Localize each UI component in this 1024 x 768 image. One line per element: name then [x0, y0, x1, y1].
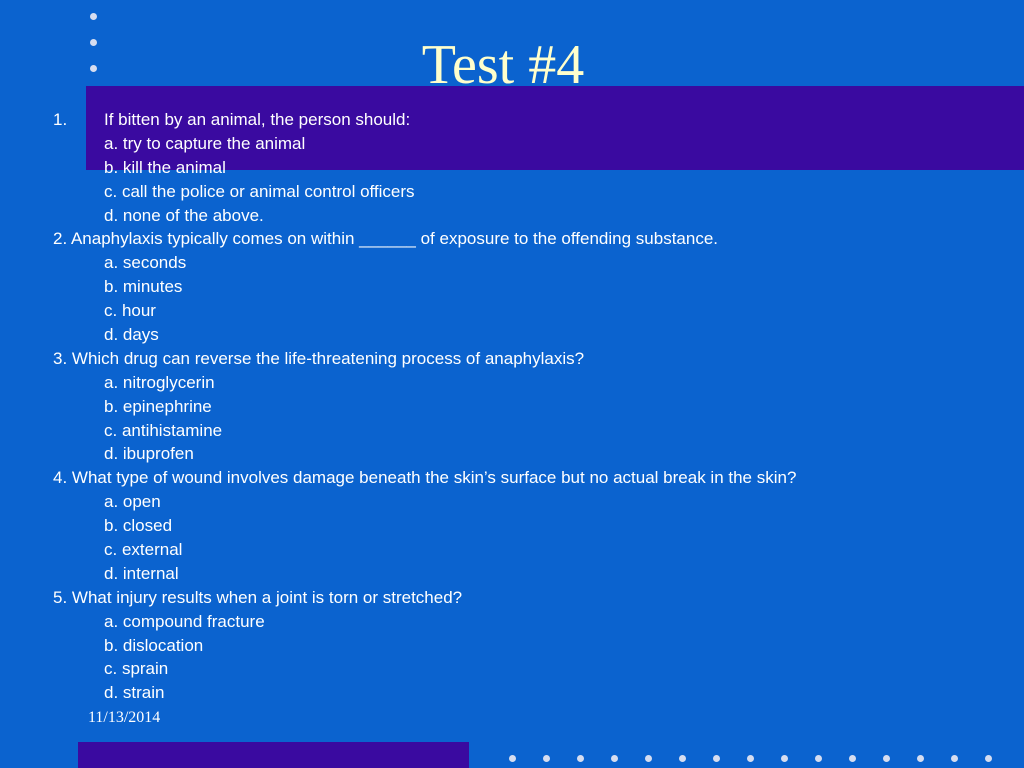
answer-option: c. hour	[104, 301, 156, 321]
answer-option: c. antihistamine	[104, 420, 223, 440]
decorative-dot	[611, 755, 618, 762]
decorative-dot	[747, 755, 754, 762]
answer-option: c. call the police or animal control officers	[104, 181, 415, 201]
answer-option: d. none of the above.	[104, 205, 264, 225]
answer-option: a. open	[104, 492, 161, 512]
question-2: 2. Anaphylaxis typically comes on within ______ of exposure to the offending substance.	[53, 229, 719, 249]
question-number: 1.	[53, 110, 68, 129]
decorative-dot	[815, 755, 822, 762]
decorative-band-bottom	[78, 742, 469, 768]
decorative-dot	[679, 755, 686, 762]
decorative-dot	[543, 755, 550, 762]
slide-title: Test #4	[421, 34, 585, 96]
answer-option: d. internal	[104, 563, 179, 583]
answer-option: c. external	[104, 540, 183, 560]
answer-option: b. dislocation	[104, 635, 204, 655]
answer-option: b. minutes	[104, 277, 183, 297]
decorative-dot	[849, 755, 856, 762]
decorative-dot	[645, 755, 652, 762]
question-5: 5. What injury results when a joint is torn or stretched?	[53, 587, 463, 607]
answer-option: b. epinephrine	[104, 396, 212, 416]
answer-option: b. kill the animal	[104, 157, 226, 177]
decorative-dot	[577, 755, 584, 762]
decorative-dot	[951, 755, 958, 762]
answer-option: a. try to capture the animal	[104, 133, 306, 153]
decorative-dot	[883, 755, 890, 762]
decorative-dot	[985, 755, 992, 762]
answer-option: a. seconds	[104, 253, 187, 273]
question-4: 4. What type of wound involves damage beneath the skin’s surface but no actual break in the skin?	[53, 468, 797, 488]
answer-option: d. ibuprofen	[104, 444, 194, 464]
answer-option: d. strain	[104, 683, 165, 703]
question-list	[53, 108, 1013, 705]
decorative-dot	[509, 755, 516, 762]
decorative-dot	[90, 13, 97, 20]
question-1	[53, 108, 1013, 132]
question-text: If bitten by an animal, the person should:	[104, 110, 411, 129]
answer-option: c. sprain	[104, 659, 169, 679]
decorative-dot	[917, 755, 924, 762]
decorative-dot	[781, 755, 788, 762]
answer-option: a. nitroglycerin	[104, 372, 215, 392]
answer-option: a. compound fracture	[104, 611, 265, 631]
slide-date: 11/13/2014	[88, 709, 161, 726]
question-3: 3. Which drug can reverse the life-threatening process of anaphylaxis?	[53, 348, 585, 368]
answer-option: b. closed	[104, 516, 173, 536]
answer-option: d. days	[104, 325, 159, 345]
decorative-dot	[713, 755, 720, 762]
